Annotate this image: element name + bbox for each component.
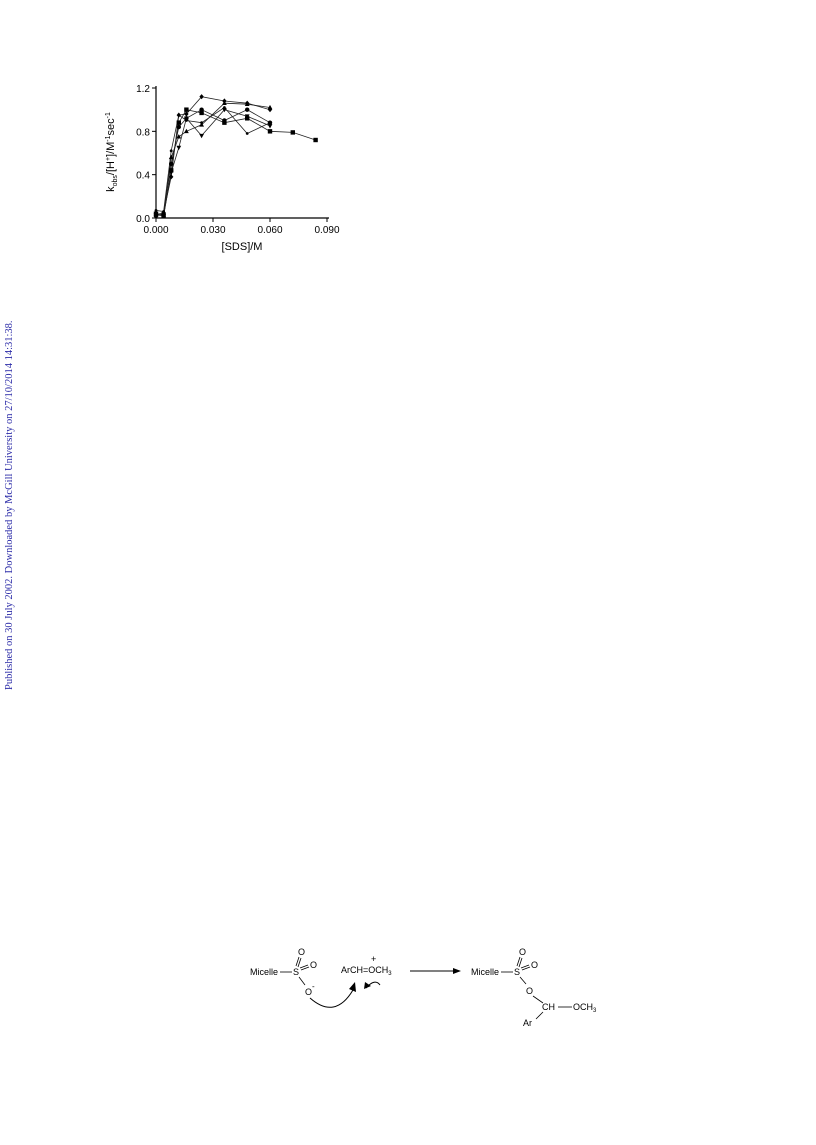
x-tick-group [143,218,339,236]
oxygen-top-right: O [519,947,527,957]
data-point-dot [170,149,173,152]
y-label-sec: sec [105,118,117,136]
data-point-dot [162,210,165,213]
data-point-square [177,120,181,124]
oxocarbenium-cation [341,954,392,977]
data-point-diamond [222,98,226,103]
cation-plus: + [371,954,377,964]
nucleophilic-attack-arrow [310,990,353,1007]
oxygen-anion: O [305,987,313,997]
x-tick-label: 0.030 [200,225,226,236]
oxygen-right-left: O [310,960,318,970]
micelle-label-right: Micelle [471,967,500,977]
x-tick-label: 0.060 [257,225,283,236]
y-axis-label [105,112,119,192]
y-tick-label: 0.8 [136,127,150,139]
s-o-single-bond [299,977,305,985]
y-tick-label: 0.0 [136,214,150,225]
methoxy-sub: 3 [593,1008,597,1014]
data-point-triangle-down [199,134,204,138]
s-o-ester-bond [520,977,526,984]
reaction-arrowhead [453,968,461,974]
data-point-circle [169,162,173,166]
attack-arrowhead [349,982,356,992]
ch-group: CH [542,1002,555,1012]
reaction-scheme [240,940,620,1030]
y-label-k: k [105,186,117,192]
oxygen-right-right: O [531,960,539,970]
data-point-square [268,129,272,133]
data-point-dot [177,114,180,117]
aryl-group: Ar [523,1018,532,1028]
y-label-obs: obs [112,175,119,187]
y-label-plus: + [105,156,112,162]
x-tick-label: 0.090 [314,225,340,236]
x-tick-label: 0.000 [143,225,169,236]
rate-vs-sds-chart [100,70,370,265]
data-point-triangle-down [268,124,273,128]
x-axis-label: [SDS]/M [221,241,263,253]
cation-formula-main: ArCH=OCH [341,965,389,975]
data-point-dot [269,121,272,124]
product-sulfonate-ester [471,947,597,1028]
sulfur-left: S [293,967,300,977]
reactant-micelle-sulfonate [250,947,317,997]
cation-formula-sub: 3 [388,971,392,977]
micelle-label-left: Micelle [250,967,279,977]
y-tick-group [136,84,156,225]
ch-ar-bond [536,1012,543,1019]
methoxy-group [573,1002,597,1014]
data-point-circle [199,107,203,111]
ester-oxygen: O [526,986,534,996]
sidebar-note-text: Published on 30 July 2002. Downloaded by McGill University on 27/10/2014 14:31:38. [4,320,15,690]
data-point-circle [177,125,181,129]
y-label-sec-exp: -1 [105,112,112,119]
y-tick-label: 0.4 [136,170,150,182]
data-point-circle [222,118,226,122]
cation-formula [341,965,392,977]
data-point-square [291,130,295,134]
data-point-triangle-down [176,146,181,150]
chart-axes [156,86,329,218]
methoxy-main: OCH [573,1002,593,1012]
y-label-h: /[H [105,161,117,176]
data-point-circle [245,107,249,111]
y-label-m: ]/M [105,141,117,157]
sulfur-right: S [514,967,521,977]
oxygen-top-left: O [298,947,306,957]
anion-charge: - [312,982,315,991]
data-point-dot [155,209,158,212]
data-point-dot [223,106,226,109]
data-point-dot [200,121,203,124]
data-point-dot [246,132,249,135]
y-tick-label: 1.2 [136,84,150,95]
data-point-dot [185,119,188,122]
data-point-square [313,138,317,142]
y-label-m-exp: -1 [105,135,112,142]
bond-shift-arrowhead [364,982,371,989]
data-point-square [184,107,188,111]
